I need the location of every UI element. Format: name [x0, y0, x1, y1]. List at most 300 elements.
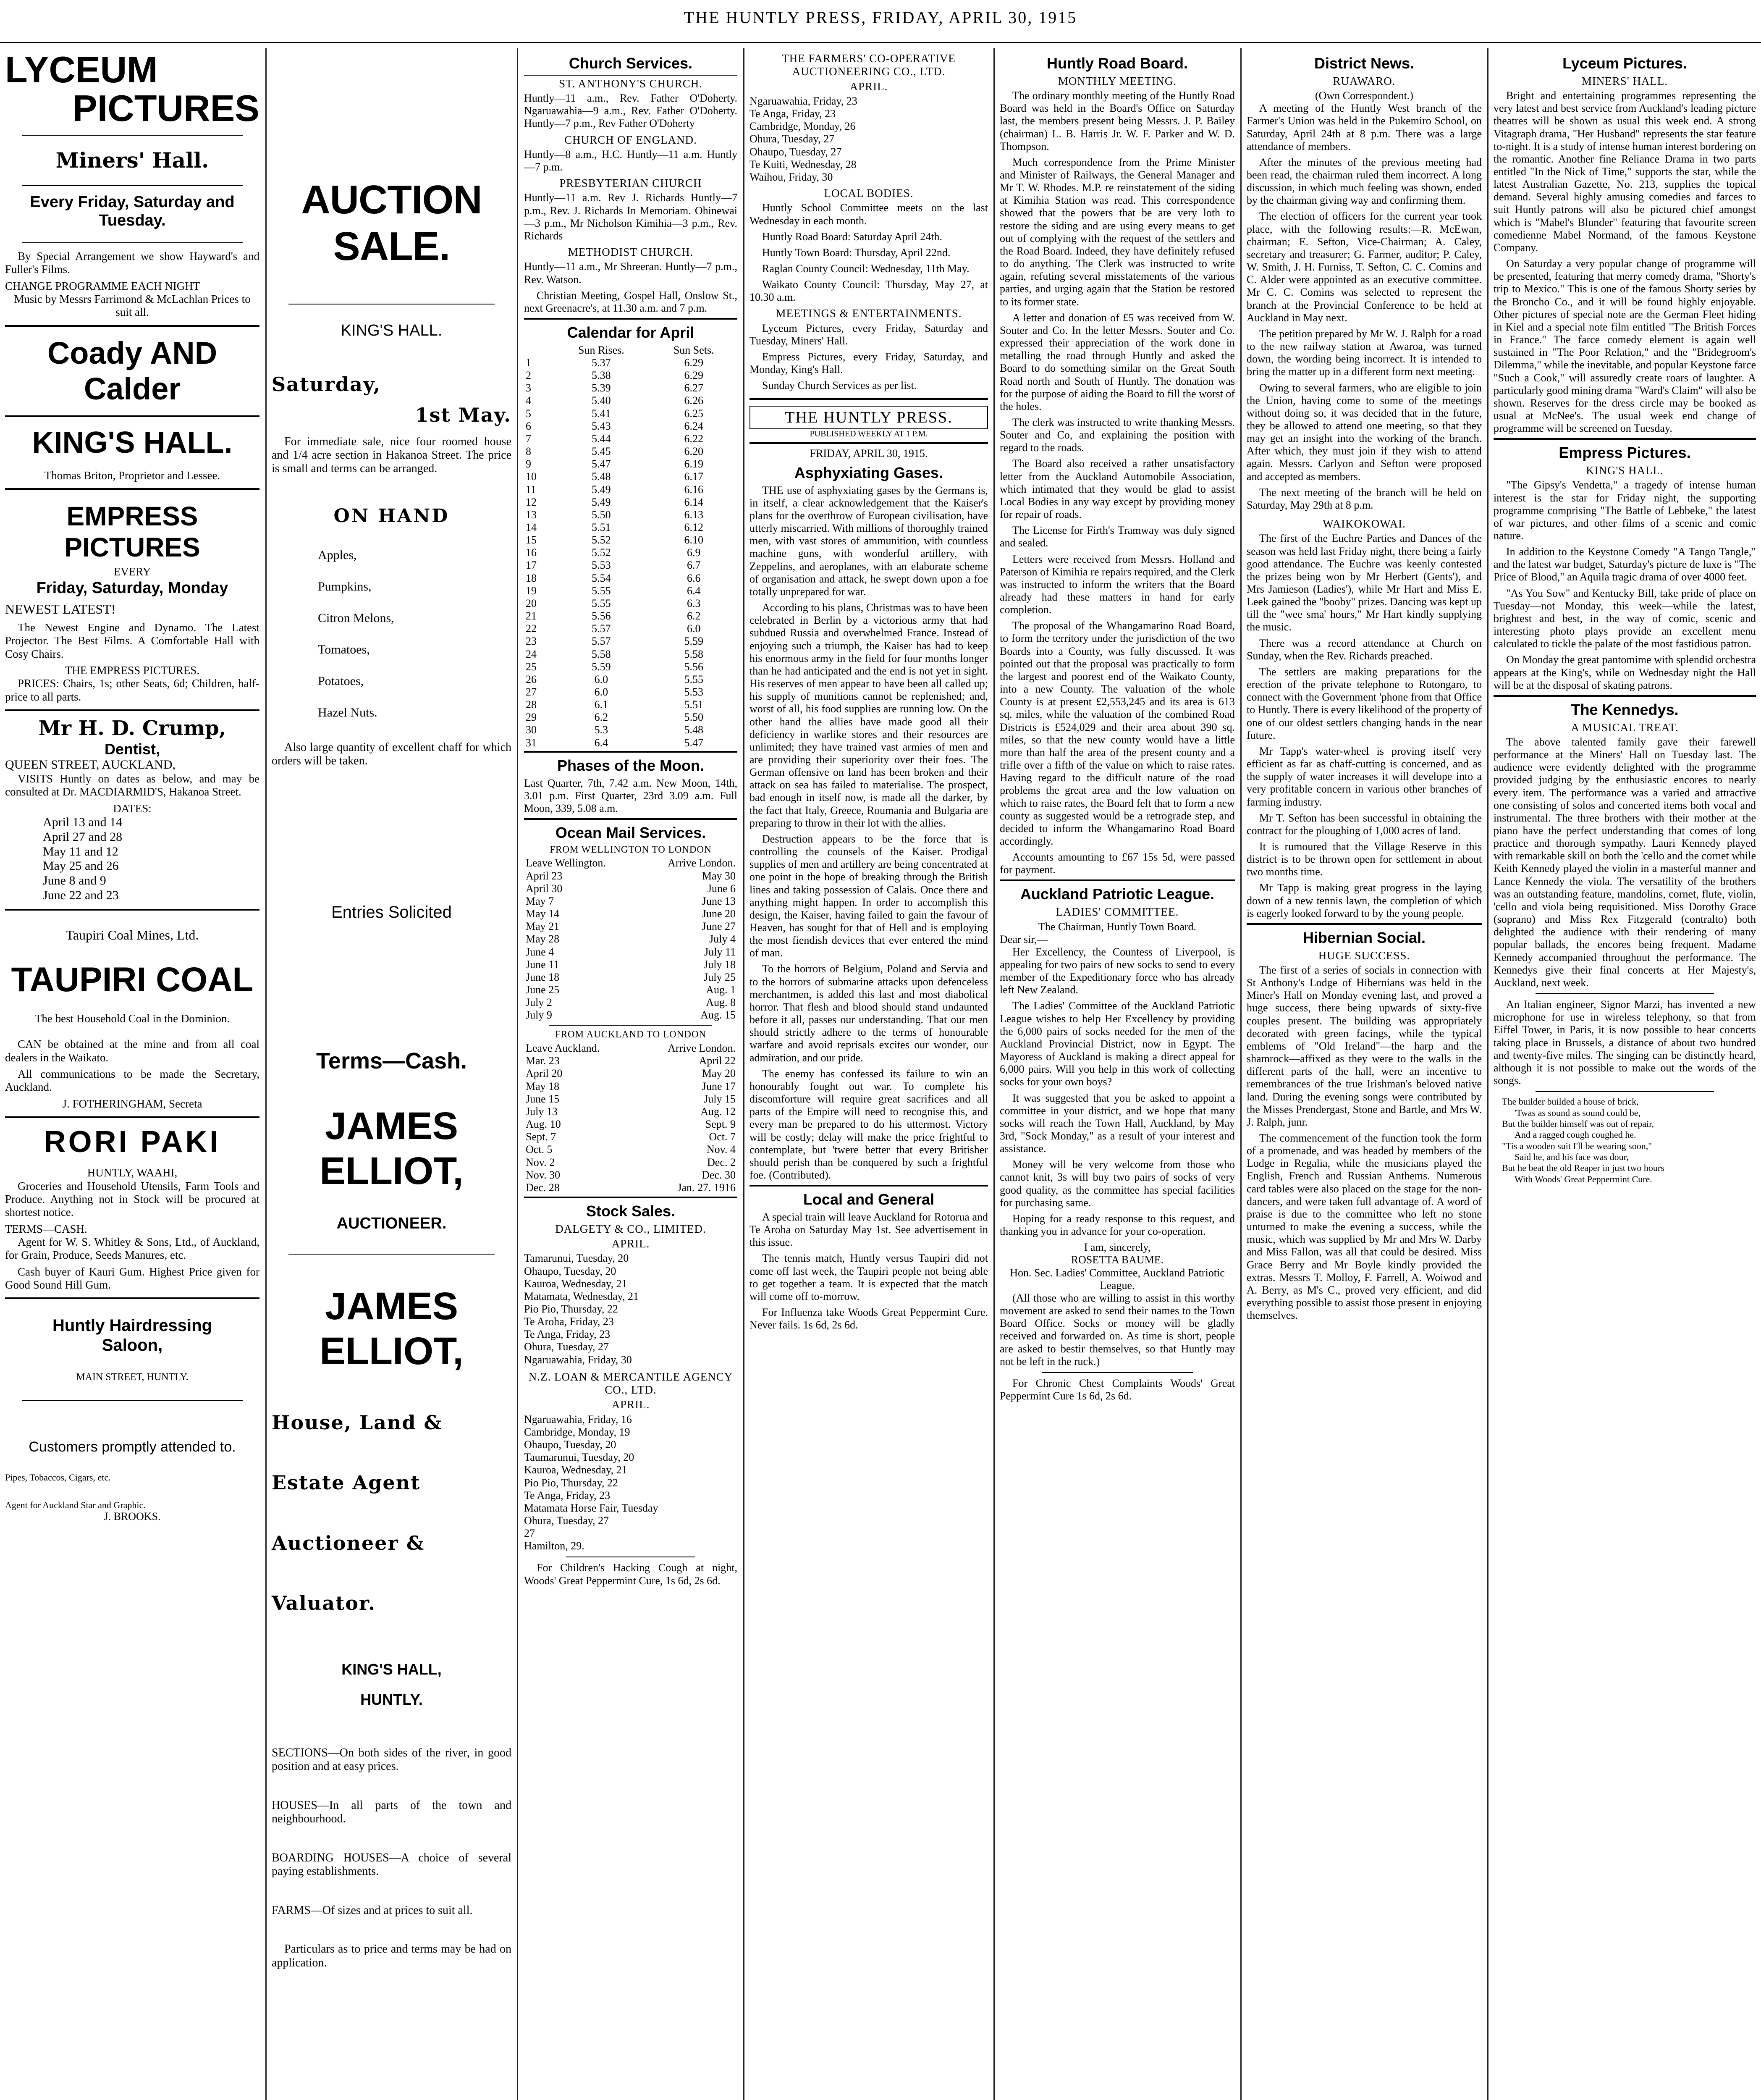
miners-hall: Miners' Hall.: [55, 147, 209, 173]
mail-cell: April 20: [526, 1067, 563, 1080]
musical-treat: A MUSICAL TREAT.: [1571, 721, 1679, 734]
review-paragraph: The above talented family gave their farewell performance at the Miners' Hall on Tuesday last. The audience were evidently delighted with the programme provided judging by the enthusiastic encores to nearly every item. The performance was a varied and attractive one consisting of solos and concerted items both vocal and instrumental. The three brothers with their mother at the piano have the perfect understanding that comes of long practice and thorough sympathy. Lauri Kennedy played with remarkable skill on both the 'cello and the cornet while Keith Kennedy played the violin in a masterful manner and Lance Kennedy the viola. The versatility of the brothers was an outstanding feature, mandolins, cornet, flute, violin, 'cello and viola being requisitioned. Miss Dorothy Grace (soprano) and Miss Rex Fitzgerald (contralto) both delighted the audience with their rendering of many popular ballads, the encores being frequent. Madame Kennedy accompanied throughout the performance. The Kennedys give their final concerts at Her Majesty's, Auckland, next week.: [1494, 735, 1756, 989]
mail-cell: July 2: [526, 996, 552, 1009]
calendar-row: [524, 559, 737, 572]
calendar-cell: 5.48: [684, 724, 703, 736]
huge-success: HUGE SUCCESS.: [1318, 949, 1410, 962]
verse-line: But he beat the old Reaper in just two hours: [1502, 1163, 1664, 1173]
road-board-paragraph: Accounts amounting to £67 15s 5d, were passed for payment.: [1000, 851, 1235, 876]
calendar-cell: 6.25: [684, 407, 703, 420]
crump-name: Mr H. D. Crump,: [38, 716, 226, 740]
calendar-cell: 6.3: [687, 597, 701, 609]
church-services-heading: Church Services.: [569, 55, 693, 72]
calendar-row: [524, 648, 737, 661]
calendar-cell: 20: [526, 597, 537, 609]
addressee: The Chairman, Huntly Town Board.: [1038, 920, 1197, 933]
kings-hall: KING'S HALL.: [341, 321, 443, 339]
mail-cell: May 30: [702, 869, 736, 882]
news-paragraph: The settlers are making preparations for the erection of the private telephone to Rotongaro, to connect with the Government 'phone from that Office to Huntly. There is every likelihood of the property of one of our oldest settlers changing hands in the near future.: [1247, 665, 1482, 741]
mail-cell: Aug. 1: [706, 983, 736, 996]
mail-cell: June 13: [702, 895, 736, 907]
kings-hall-2: KING'S HALL,: [341, 1661, 442, 1678]
methodist-heading: METHODIST CHURCH.: [568, 246, 694, 259]
schedule: Every Friday, Saturday and Tuesday.: [30, 193, 235, 229]
huntly-label: HUNTLY.: [360, 1691, 423, 1709]
on-hand-item: Tomatoes,: [318, 642, 370, 656]
mail-cell: May 28: [526, 933, 560, 945]
st-anthony-heading: ST. ANTHONY'S CHURCH.: [559, 77, 702, 90]
sale-item: Cambridge, Monday, 19: [524, 1425, 630, 1438]
news-paragraph: The first of the Euchre Parties and Dances of the season was held last Friday night, there being a fairly good attendance. The Euchre was keenly contested the prizes being won by Mr Herbert (Gents'), and Mrs Jamieson (Ladies'), while Mr Hart and Miss E. Leek gained the "booby" prizes. Dancing was kept up till the "wee sma' hours," Mr Hart kindly supplying the music.: [1247, 532, 1482, 633]
news-paragraph: The petition prepared by Mr W. J. Ralph for a road to the new railway station at Awaroa, was turned down, the wording being incorrect. It is intended to bring the matter up in a different form next meeting.: [1247, 327, 1482, 378]
calendar-cell: 6.2: [594, 711, 608, 724]
calendar-cell: 5.54: [592, 572, 611, 584]
district-news-heading: District News.: [1314, 55, 1415, 72]
sections-text: SECTIONS—On both sides of the river, in good position and at easy prices.: [272, 1746, 511, 1773]
mail-cell: July 4: [709, 933, 736, 945]
terms-cash: TERMS—CASH.: [5, 1222, 87, 1235]
mail-cell: July 18: [704, 958, 736, 971]
mail-row: [524, 895, 737, 908]
ocean-mail-heading: Ocean Mail Services.: [555, 824, 706, 841]
mail-cell: Dec. 28: [526, 1181, 560, 1194]
review-paragraph: "As You Sow" and Kentucky Bill, take pride of place on Tuesday—not Monday, this week—while the latest, brightest and best, in the way of comic, scenic and interesting photo plays provide an excellent menu calculated to tickle the palate of the most fastidious patron.: [1494, 587, 1756, 650]
calendar-row: [524, 407, 737, 420]
mail-cell: Mar. 23: [526, 1055, 560, 1067]
road-board-paragraph: Letters were received from Messrs. Holland and Paterson of Kimihia re repairs required, and the Clerk was instructed to inform the writers that the Board already had these matters in hand for early completion.: [1000, 553, 1235, 616]
mail-cell: June 4: [526, 945, 554, 958]
change-programme: CHANGE PROGRAMME EACH NIGHT: [5, 279, 200, 292]
calendar-cell: 6.4: [687, 584, 701, 597]
sets-header: Sun Sets.: [673, 344, 714, 356]
on-hand-list: [272, 539, 511, 728]
letter-note: (All those who are willing to assist in this worthy movement are asked to send their names to the Town Board Office. Socks or money will be gladly received and forwarded on. As time is short, people are asked to bestir themselves, so that Huntly may not be left in the ruck.): [1000, 1292, 1235, 1368]
calendar-row: [524, 585, 737, 597]
news-paragraph: There was a record attendance at Church on Sunday, when the Rev. Richards preached.: [1247, 637, 1482, 662]
masthead: THE HUNTLY PRESS, FRIDAY, APRIL 30, 1915: [684, 8, 1077, 27]
salutation: Dear sir,—: [1000, 933, 1048, 945]
calendar-row: [524, 737, 737, 749]
local-body-item: Huntly Road Board: Saturday April 24th.: [762, 230, 942, 243]
calendar-cell: 6.9: [687, 546, 701, 559]
mail-cell: Sept. 9: [705, 1118, 736, 1131]
calendar-cell: 7: [526, 432, 531, 445]
calendar-cell: 6.13: [684, 508, 703, 521]
auction-sale-title: AUCTION SALE.: [301, 177, 482, 269]
on-hand-item: Hazel Nuts.: [318, 705, 377, 719]
calendar-cell: 5.38: [592, 369, 611, 382]
best-coal: The best Household Coal in the Dominion.: [34, 1012, 230, 1025]
dalgety-heading: DALGETY & CO., LIMITED.: [555, 1222, 706, 1235]
column-rule: [517, 48, 518, 2100]
sale-item: Ngaruawahia, Friday, 16: [524, 1413, 632, 1425]
calendar-cell: 6.2: [687, 610, 701, 622]
calendar-cell: 12: [526, 496, 537, 508]
editorial-heading: Asphyxiating Gases.: [794, 464, 943, 481]
main-street: MAIN STREET, HUNTLY.: [76, 1371, 189, 1383]
calendar-cell: 13: [526, 508, 537, 521]
calendar-row: [524, 521, 737, 534]
mail-row: [524, 1118, 737, 1131]
calendar-cell: 24: [526, 648, 537, 660]
sale-item: Kauroa, Wednesday, 21: [524, 1464, 627, 1476]
calendar-row: [524, 610, 737, 622]
sale-item: Kauroa, Wednesday, 21: [524, 1277, 627, 1290]
rises-header: Sun Rises.: [578, 344, 624, 356]
calendar-cell: 6.19: [684, 458, 703, 470]
mail-row: [524, 1080, 737, 1093]
calendar-cell: 31: [526, 736, 537, 749]
calendar-row: [524, 433, 737, 445]
mail-cell: Oct. 5: [526, 1143, 553, 1156]
monthly-meeting: MONTHLY MEETING.: [1058, 74, 1177, 87]
saturday-label: Saturday,: [272, 373, 381, 396]
calendar-cell: 6.1: [594, 698, 608, 711]
calendar-cell: 5.39: [592, 382, 611, 394]
mail-cell: July 11: [704, 945, 736, 958]
particulars-text: Particulars as to price and terms may be had on application.: [272, 1942, 511, 1969]
calendar-row: [524, 622, 737, 635]
valuator: Valuator.: [272, 1591, 376, 1614]
editorial-paragraph: To the horrors of Belgium, Poland and Servia and to the horrors of submarine attacks upon defenceless merchantmen, is added this last and most diabolical horror. That flesh and blood should stand undaunted before it all, passes our understanding. That our men should strictly adhere to the terms of honourable warfare and avoid reprisals excites our wonder, our admiration, and our pride.: [749, 963, 988, 1064]
agent-text: Agent for W. S. Whitley & Sons, Ltd., of Auckland, for Grain, Produce, Seeds Manures, etc.: [5, 1235, 259, 1262]
calendar-cell: 5.59: [684, 635, 703, 648]
column-2: [267, 50, 516, 2100]
auctioneer-label: AUCTIONEER.: [336, 1215, 447, 1233]
calendar-row: [524, 635, 737, 648]
april-label: APRIL.: [611, 1398, 650, 1411]
news-paragraph: The election of officers for the current year took place, with the following results:—R. McEwan, chairman; E. Sefton, Vice-Chairman; A. Caley, secretary and treasurer; G. Farmer, auditor; P. Caley, W. Smith, J. H. Furniss, T. Sefton, C. C. Comins and C. Alder were appointed as an executive committee. Mr C. C. Comins was selected to represent the branch at the Provincial Conference to be held at Auckland in May next.: [1247, 210, 1482, 324]
calendar-cell: 30: [526, 724, 537, 736]
proprietor: Thomas Briton, Proprietor and Lessee.: [44, 469, 220, 482]
calendar-cell: 5.41: [592, 407, 611, 420]
letter-paragraph: Her Excellency, the Countess of Liverpool, is appealing for two pairs of new socks to send to every member of the Expeditionary force who has already left New Zealand.: [1000, 945, 1235, 996]
lyceum-subtitle: PICTURES: [73, 87, 259, 129]
calendar-row: [524, 686, 737, 698]
sale-item: Tamarunui, Tuesday, 20: [524, 1252, 629, 1265]
mail-row: [524, 1105, 737, 1118]
news-paragraph: A meeting of the Huntly West branch of the Farmer's Union was held in the Pukemiro School, on Saturday, April 24th at 8 p.m. There was a large attendance of members.: [1247, 102, 1482, 152]
divider: [1536, 1091, 1714, 1092]
calendar-cell: 5.47: [592, 458, 611, 470]
calendar-cell: 5.56: [684, 660, 703, 673]
mail-row: [524, 1093, 737, 1105]
waikokowai-heading: WAIKOKOWAI.: [1323, 517, 1406, 530]
sale-item: Cambridge, Monday, 26: [749, 120, 856, 133]
calendar-cell: 6.4: [594, 736, 608, 749]
news-paragraph: Mr Tapp's water-wheel is proving itself very efficient as far as chaff-cutting is concerned, and as the supply of water increases it will develope into a very profitable concern in various other branches of farming industry.: [1247, 745, 1482, 808]
calendar-cell: 11: [526, 483, 537, 496]
road-board-paragraph: The License for Firth's Tramway was duly signed and sealed.: [1000, 524, 1235, 549]
news-paragraph: The commencement of the function took the form of a promenade, and was headed by members of the Lodge in Regalia, while the musicians played the English, French and Russian Anthems. Numerous card tables were also placed on the stage for the non-dancers, and were taken full advantage of. A word of praise is due to the committee who left no stone unturned to make the evening a success, while the music, which was supplied by Mr and Mrs W. Darby and Miss Fallon, was all that could be desired. Miss Grace Berry and Mr Boyle kindly provided the extras. Messrs T. Molloy, F. Farrell, A. Woiwod and A. Berry, as M's C., proved very efficient, and did everything possible to assist those present in enjoying themselves.: [1247, 1132, 1482, 1322]
road-board-paragraph: The ordinary monthly meeting of the Huntly Road Board was held in the Board's Office on Saturday last, the members present being Messrs. J. P. Bailey (chairman) L. B. Harris Jr. W. F. Parker and W. D. Thompson.: [1000, 89, 1235, 152]
arrive-header: Arrive London.: [668, 857, 736, 869]
mail-cell: April 22: [699, 1055, 736, 1067]
mail-cell: May 21: [526, 920, 560, 933]
calendar-cell: 6: [526, 420, 531, 432]
calendar-cell: 5.50: [592, 508, 611, 521]
special-arrangement: By Special Arrangement we show Hayward's and Fuller's Films.: [5, 249, 259, 276]
local-body-item: Huntly School Committee meets on the last Wednesday in each month.: [749, 202, 988, 227]
taupiri-mines: Taupiri Coal Mines, Ltd.: [66, 927, 199, 942]
entries-solicited: Entries Solicited: [331, 903, 452, 921]
fotheringham: J. FOTHERINGHAM, Secreta: [62, 1097, 202, 1110]
coady-calder: Coady AND Calder: [47, 335, 218, 407]
divider: [524, 318, 737, 320]
mail-table-wellington: [524, 857, 737, 1021]
mail-cell: Dec. 30: [702, 1168, 736, 1181]
mail-cell: Sept. 7: [526, 1131, 556, 1143]
moon-phases: Last Quarter, 7th, 7.42 a.m. New Moon, 14th, 3.01 p.m. First Quarter, 23rd 3.09 a.m. Full Moon, 339, 5.08 a.m.: [524, 777, 737, 814]
verse-line: Said he, and his face was dour,: [1515, 1152, 1629, 1163]
calendar-row: [524, 420, 737, 433]
calendar-row: [524, 496, 737, 509]
estate-agent: Estate Agent: [272, 1471, 421, 1494]
christian-meeting: Christian Meeting, Gospel Hall, Onslow St., next Greenacre's, at 11.30 a.m. and 7 p.m.: [524, 289, 737, 314]
calendar-cell: 5.49: [592, 496, 611, 508]
local-general-heading: Local and General: [803, 1191, 935, 1208]
divider: [22, 1400, 243, 1401]
kauri-text: Cash buyer of Kauri Gum. Highest Price given for Good Sound Hill Gum.: [5, 1265, 259, 1291]
every-label: EVERY: [113, 565, 151, 578]
stock-sales-heading: Stock Sales.: [586, 1202, 676, 1220]
issue-date: FRIDAY, APRIL 30, 1915.: [810, 447, 928, 459]
nz-loan-heading: N.Z. LOAN & MERCANTILE AGENCY CO., LTD.: [528, 1370, 733, 1396]
ladies-committee: LADIES' COMMITTEE.: [1056, 906, 1179, 919]
mail-cell: Oct. 7: [709, 1131, 736, 1143]
divider: [524, 751, 737, 753]
news-paragraph: The first of a series of socials in connection with St Anthony's Lodge of Hibernians was held in the Miner's Hall on Monday evening last, and proved a huge success, there being upwards of sixty-five couples present. The building was appropriately decorated with green facings, while the typical emblems of "Old Ireland"—the harp and the shamrock—affixed as they were to the walls in the different parts of the hall, were an incentive to remembrances of the true Irishman's beloved native land. During the evening songs were contributed by the Misses Prendergast, Stone and Bartle, and Mrs W. J. Ralph, junr.: [1247, 963, 1482, 1128]
divider: [1536, 993, 1714, 994]
road-board-paragraph: Much correspondence from the Prime Minister and Minister of Railways, the General Manager and Mr T. W. Rhodes. M.P. re reinstatement of the siding at Kimihia Station was read. This correspondence showed that the powers that be are very loth to restore the siding and are using every means to get out of complying with the request of the settlers and the Road Board. Indeed, they have definitely refused to do anything. The Clerk was instructed to write again, refuting several misstatements of the various parties, and urging again that the Station be restored to its former state.: [1000, 156, 1235, 308]
divider: [5, 909, 259, 911]
letter-paragraph: It was suggested that you be asked to appoint a committee in your district, and we hope that many socks will reach the Town Hall, Auckland, by May 3rd, "Sock Monday," as a result of your interest and assistance.: [1000, 1092, 1235, 1155]
calendar-cell: 5: [526, 407, 531, 420]
calendar-row: [524, 483, 737, 496]
divider: [1000, 879, 1235, 881]
calendar-cell: 5.43: [592, 420, 611, 432]
calendar-cell: 29: [526, 711, 537, 724]
mail-cell: May 14: [526, 908, 560, 920]
sale-item: Ohura, Tuesday, 27: [524, 1341, 609, 1353]
mail-cell: Aug. 8: [706, 996, 736, 1009]
calendar-table: [524, 344, 737, 749]
patriotic-league-heading: Auckland Patriotic League.: [1020, 885, 1215, 903]
terms-cash: Terms—Cash.: [316, 1048, 467, 1074]
mail-cell: July 15: [704, 1092, 736, 1105]
newest: NEWEST LATEST!: [5, 601, 116, 617]
church-england-times: Huntly—8 a.m., H.C. Huntly—11 a.m. Huntly—7 p.m.: [524, 148, 737, 173]
local-item: A special train will leave Auckland for Rotorua and Te Aroha on Saturday May 1st. See advertisement in this issue.: [749, 1210, 988, 1249]
calendar-cell: 5.52: [592, 546, 611, 559]
elliot-name-2: JAMES ELLIOT,: [320, 1285, 464, 1373]
local-item: For Influenza take Woods Great Peppermint Cure. Never fails. 1s 6d, 2s 6d.: [749, 1306, 988, 1331]
column-5: [995, 50, 1240, 2100]
groceries-text: Groceries and Household Utensils, Farm Tools and Produce. Anything not in Stock will be procured at shortest notice.: [5, 1179, 259, 1219]
mail-row: [524, 1009, 737, 1021]
music-credit: Music by Messrs Farrimond & McLachlan Prices to suit all.: [14, 292, 251, 319]
divider: [749, 1185, 988, 1186]
house-land: House, Land &: [272, 1411, 443, 1434]
hibernian-heading: Hibernian Social.: [1302, 929, 1426, 946]
sale-item: Ohaupo, Tuesday, 27: [749, 145, 842, 158]
mail-cell: Dec. 2: [707, 1156, 736, 1168]
farmers-list: [749, 95, 988, 184]
saloon-title: Saloon,: [102, 1336, 163, 1354]
date-item: June 22 and 23: [43, 888, 119, 902]
calendar-cell: 5.45: [592, 445, 611, 458]
calendar-cell: 6.0: [687, 622, 701, 635]
calendar-cell: 26: [526, 673, 537, 685]
calendar-row: [524, 470, 737, 483]
empress-pictures-heading: Empress Pictures.: [1559, 444, 1691, 462]
calendar-cell: 6.16: [684, 483, 703, 496]
divider: [524, 818, 737, 820]
sale-item: Te Anga, Friday, 23: [524, 1328, 611, 1341]
divider: [5, 415, 259, 417]
mail-cell: May 20: [702, 1067, 736, 1080]
calendar-cell: 6.0: [594, 673, 608, 685]
farmers-heading: THE FARMERS' CO-OPERATIVE AUCTIONEERING CO., LTD.: [782, 52, 956, 78]
local-body-item: Huntly Town Board: Thursday, April 22nd.: [762, 246, 951, 259]
mail-cell: June 11: [526, 958, 559, 971]
editorial-paragraph: According to his plans, Christmas was to have been celebrated in Berlin by a victorious army that had subdued Russia and overwhelmed France. Instead of enjoying such a triumph, the Kaiser has had to keep his enormous army in the field for four months longer than he had anticipated and the end is not yet in sight. His reserves of men appear to have been all called up; his supply of munitions cannot be replenished; and, worst of all, his food supplies are running low. On the other hand the allies have made good all their deficiency in warlike stores and their resources are unlimited; they have trained vast armies of men and are providing their superiority over their foes. The German offensive on land has been broken and their attack on sea has failed to materialise. The prospect, bad enough in itself now, is made all the darker, by the fact that Italy, Greece, Roumania and Bulgaria are preparing to throw in their lot with the allies.: [749, 601, 988, 829]
calendar-cell: 5.55: [684, 673, 703, 685]
calendar-cell: 5.51: [592, 521, 611, 533]
divider: [1247, 923, 1482, 925]
mail-cell: Nov. 2: [526, 1156, 555, 1168]
review-paragraph: On Monday the great pantomime with splendid orchestra appears at the King's, while on Wednesday night the Hall will be at the disposal of skating patrons.: [1494, 654, 1756, 691]
leave-header: Leave Wellington.: [526, 857, 606, 869]
calendar-cell: 5.59: [592, 660, 611, 673]
calendar-cell: 6.14: [684, 496, 703, 508]
queen-street: QUEEN STREET, AUCKLAND,: [5, 758, 176, 772]
sale-item: Ohaupo, Tuesday, 20: [524, 1265, 616, 1277]
column-7: [1488, 50, 1761, 2100]
calendar-cell: 5.40: [592, 394, 611, 407]
divider: [524, 75, 737, 76]
calendar-row: [524, 382, 737, 394]
sign-off: I am, sincerely,: [1084, 1241, 1151, 1254]
local-item: The tennis match, Huntly versus Taupiri did not come off last week, the Taupiri people not being able to get together a team. It is expected that the match will come off to-morrow.: [749, 1252, 988, 1302]
mail-row: [524, 920, 737, 933]
sale-item: Waihou, Friday, 30: [749, 171, 833, 183]
kings-hall: KING'S HALL.: [1586, 464, 1664, 477]
divider: [5, 1116, 259, 1118]
mail-cell: June 15: [526, 1092, 560, 1105]
lyceum-title: LYCEUM: [5, 50, 158, 90]
calendar-cell: 6.29: [684, 369, 703, 382]
paper-title: THE HUNTLY PRESS.: [749, 406, 988, 429]
mail-cell: June 25: [526, 983, 560, 996]
meetings-heading: MEETINGS & ENTERTAINMENTS.: [776, 307, 962, 320]
mail-cell: June 18: [526, 971, 560, 983]
news-paragraph: Mr Tapp is making great progress in the laying down of a new tennis lawn, the completion of which is eagerly looked forward to by the young people.: [1247, 882, 1482, 919]
column-3: [519, 50, 742, 2100]
mail-cell: May 18: [526, 1080, 560, 1092]
road-board-paragraph: A letter and donation of £5 was received from W. Souter and Co. In the letter Messrs. Souter and Co. expressed their appreciation of the work done in metalling the road through Huntly and asked the Board to do something similar on the Great South Road north and South of Huntly. The donation was for the purpose of aiding the Board to fill the worst of the holes.: [1000, 311, 1235, 412]
signature-name: ROSETTA BAUME.: [1071, 1254, 1164, 1266]
calendar-row: [524, 509, 737, 521]
sale-text: For immediate sale, nice four roomed house and 1/4 acre section in Hakanoa Street. The price is small and terms can be arranged.: [272, 435, 511, 475]
calendar-cell: 18: [526, 572, 537, 584]
calendar-row: [524, 698, 737, 711]
mail-row: [524, 971, 737, 984]
divider: [22, 185, 243, 186]
mail-row: [524, 1181, 737, 1194]
review-paragraph: On Saturday a very popular change of programme will be presented, featuring that merry comedy drama, "Shorty's trip to Mexico." This is one of the famous Shorty series by the Broncho Co., and it will be found highly enjoyable. Other pictures of special note are the German Fleet hiding in Kiel and a special note film entitled "The British Forces in France." The farce comedy element is again well sustained in "The Poor Relation," and the "Bridegroom's Dilemma," while the inevitable, and popular Keystone farce "Such a Cook," will assuredly create roars of laughter. A particularly good mining drama "Ward's Claim" will also be shown. Reserves for the dress circle may be booked as usual at McNee's. The usual week end change of programme will be screened on Tuesday.: [1494, 257, 1756, 435]
calendar-row: [524, 357, 737, 369]
mail-row: [524, 996, 737, 1009]
review-paragraph: In addition to the Keystone Comedy "A Tango Tangle," and the latest war budget, Saturday's picture de luxe is "The Price of Blood," an Aquila tragic drama of over 4000 feet.: [1494, 546, 1756, 583]
calendar-cell: 19: [526, 584, 537, 597]
calendar-cell: 5.56: [592, 610, 611, 622]
mail-row: [524, 933, 737, 945]
divider: [288, 1254, 495, 1255]
empress-name: THE EMPRESS PICTURES.: [65, 664, 200, 677]
rori-address: HUNTLY, WAAHI,: [87, 1166, 178, 1179]
verse-line: But the builder himself was out of repair,: [1502, 1118, 1654, 1129]
sale-item: Matamata, Wednesday, 21: [524, 1290, 639, 1302]
nz-loan-list: [524, 1413, 737, 1553]
sale-item: Pio Pio, Thursday, 22: [524, 1303, 618, 1315]
farms-text: FARMS—Of sizes and at prices to suit all.: [272, 1903, 473, 1917]
on-hand-item: Potatoes,: [318, 674, 364, 688]
mail-cell: Aug. 12: [700, 1105, 736, 1118]
on-hand-item: Pumpkins,: [318, 579, 372, 593]
auckland-route: FROM AUCKLAND TO LONDON: [555, 1029, 707, 1040]
calendar-cell: 6.22: [684, 432, 703, 445]
calendar-cell: 22: [526, 622, 537, 635]
calendar-row: [524, 711, 737, 724]
calendar-row: [524, 394, 737, 407]
ruawaro-heading: RUAWARO.: [1333, 74, 1396, 87]
mail-cell: July 25: [704, 971, 736, 983]
rori-paki-title: RORI PAKI: [44, 1125, 221, 1159]
divider: [749, 398, 988, 400]
sale-item: Te Anga, Friday, 23: [749, 108, 836, 120]
mail-cell: June 20: [702, 908, 736, 920]
sale-item: Te Kuiti, Wednesday, 28: [749, 158, 857, 171]
pipes-line: Pipes, Tobaccos, Cigars, etc.: [5, 1472, 111, 1483]
calendar-cell: 6.20: [684, 445, 703, 458]
calendar-cell: 15: [526, 534, 537, 546]
moon-heading: Phases of the Moon.: [557, 756, 705, 774]
houses-text: HOUSES—In all parts of the town and neighbourhood.: [272, 1798, 511, 1826]
date-list: [5, 815, 259, 903]
news-paragraph: It is rumoured that the Village Reserve in this district is to be thrown open for settlement in about two months time.: [1247, 840, 1482, 878]
mail-row: [524, 1067, 737, 1080]
divider: [5, 488, 259, 490]
calendar-row: [524, 445, 737, 458]
calendar-cell: 28: [526, 698, 537, 711]
verse-line: With Woods' Great Peppermint Cure.: [1515, 1173, 1652, 1184]
calendar-cell: 16: [526, 546, 537, 559]
calendar-cell: 5.51: [684, 698, 703, 711]
sale-item: Ohaupo, Tuesday, 20: [524, 1438, 616, 1451]
news-paragraph: After the minutes of the previous meeting had been read, the chairman ruled them incorrect. A long discussion, in which much feeling was shown, ended by the chairman giving way and confirming them.: [1247, 156, 1482, 207]
chest-ad: For Chronic Chest Complaints Woods' Great Peppermint Cure 1s 6d, 2s 6d.: [1000, 1377, 1235, 1402]
calendar-cell: 6.10: [684, 534, 703, 546]
calendar-cell: 5.55: [592, 584, 611, 597]
column-6: [1242, 50, 1487, 2100]
divider: [749, 442, 988, 444]
church-england-heading: CHURCH OF ENGLAND.: [564, 133, 697, 146]
sale-item: Hamilton, 29.: [524, 1540, 584, 1552]
mail-cell: April 30: [526, 882, 563, 895]
wellington-route: FROM WELLINGTON TO LONDON: [550, 844, 712, 855]
mail-cell: July 9: [526, 1009, 552, 1021]
